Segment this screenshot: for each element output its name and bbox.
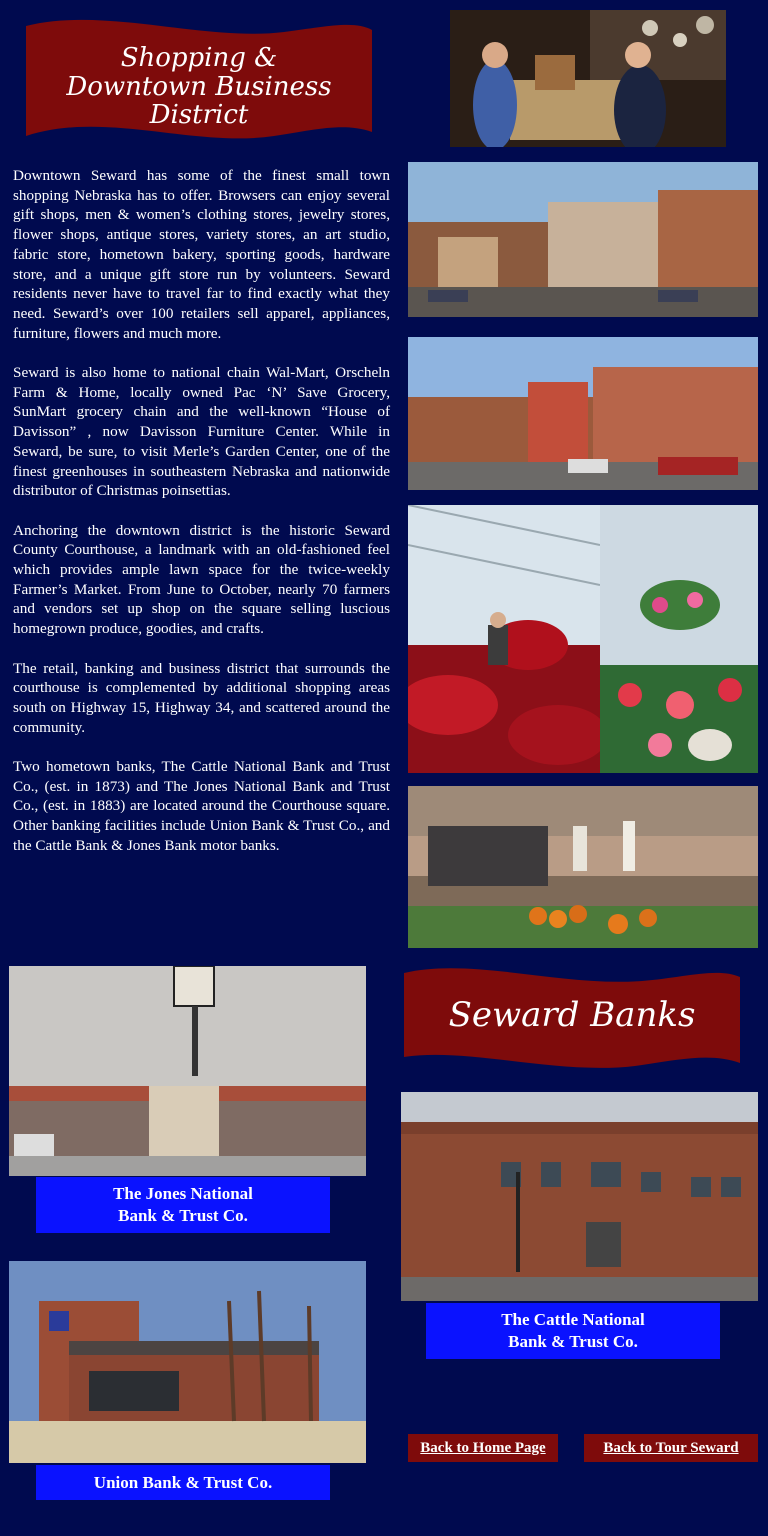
paragraph-national-chains: Seward is also home to national chain Wal-Mart, Orscheln Farm & Home, locally owned Pac ‘N’ Save Grocery, SunMart grocery chain and the well-known “House of Davisson” , now Davisson Furniture Center. While in Seward, be sure, to visit Merle’s Garden Center, one of the finest greenhouses in southeastern Nebraska and nationwide distributor of Christmas poinsettias. <box>13 364 390 500</box>
paragraph-banks: Two hometown banks, The Cattle National Bank and Trust Co., (est. in 1873) and The Jones National Bank and Trust Co., (est. in 1883) are located around the Courthouse square. Other banking facilities include Union Bank & Trust Co., and the Cattle Bank & Jones Bank motor banks. <box>13 758 390 854</box>
photo-downtown-street-2 <box>408 337 758 490</box>
caption-cattle-line1: The Cattle National <box>501 1310 645 1329</box>
photo-poinsettia-greenhouse <box>408 505 600 773</box>
paragraph-retail-district: The retail, banking and business district that surrounds the courthouse is complemented by additional shopping areas south on Highway 15, Highway 34, and scattered around the community. <box>13 659 390 736</box>
back-to-home-link[interactable]: Back to Home Page <box>408 1434 558 1462</box>
banner-title-line2: Downtown Business District <box>66 71 332 131</box>
photo-jones-bank <box>9 966 366 1176</box>
caption-jones-line1: The Jones National <box>113 1184 253 1203</box>
banner-title-line1: Shopping & <box>120 43 278 73</box>
photo-shop-counter <box>450 10 726 147</box>
caption-jones-line2: Bank & Trust Co. <box>118 1206 248 1225</box>
photo-hanging-flowers <box>600 505 758 773</box>
photo-farmers-market <box>408 786 758 948</box>
header-banner <box>24 12 374 150</box>
caption-cattle-line2: Bank & Trust Co. <box>508 1332 638 1351</box>
seward-banks-title: Seward Banks <box>448 995 696 1035</box>
photo-downtown-street-1 <box>408 162 758 317</box>
seward-banks-banner <box>402 961 742 1076</box>
back-to-tour-link[interactable]: Back to Tour Seward <box>584 1434 758 1462</box>
article-text <box>13 166 390 875</box>
caption-cattle-bank <box>426 1303 720 1359</box>
photo-union-bank <box>9 1261 366 1463</box>
caption-jones-bank <box>36 1177 330 1233</box>
paragraph-shopping: Downtown Seward has some of the finest small town shopping Nebraska has to offer. Browsers can enjoy several gift shops, men & women’s clothing stores, jewelry stores, flower shops, antique stores, variety stores, an art studio, fabric store, hometown bakery, sporting goods, hardware store, and a unique gift store run by volunteers. Seward residents never have to travel far to find exactly what they need. Seward’s over 100 retailers sell apparel, appliances, furniture, flowers and much more. <box>13 167 390 342</box>
paragraph-courthouse: Anchoring the downtown district is the historic Seward County Courthouse, a landmark with an old-fashioned feel which provides ample lawn space for the twice-weekly Farmer’s Market. From June to October, nearly 70 farmers and vendors set up shop on the square selling luscious homegrown produce, goodies, and crafts. <box>13 521 390 638</box>
photo-cattle-bank <box>401 1092 758 1301</box>
caption-union-bank <box>36 1465 330 1500</box>
caption-union-line1: Union Bank & Trust Co. <box>93 1472 273 1492</box>
